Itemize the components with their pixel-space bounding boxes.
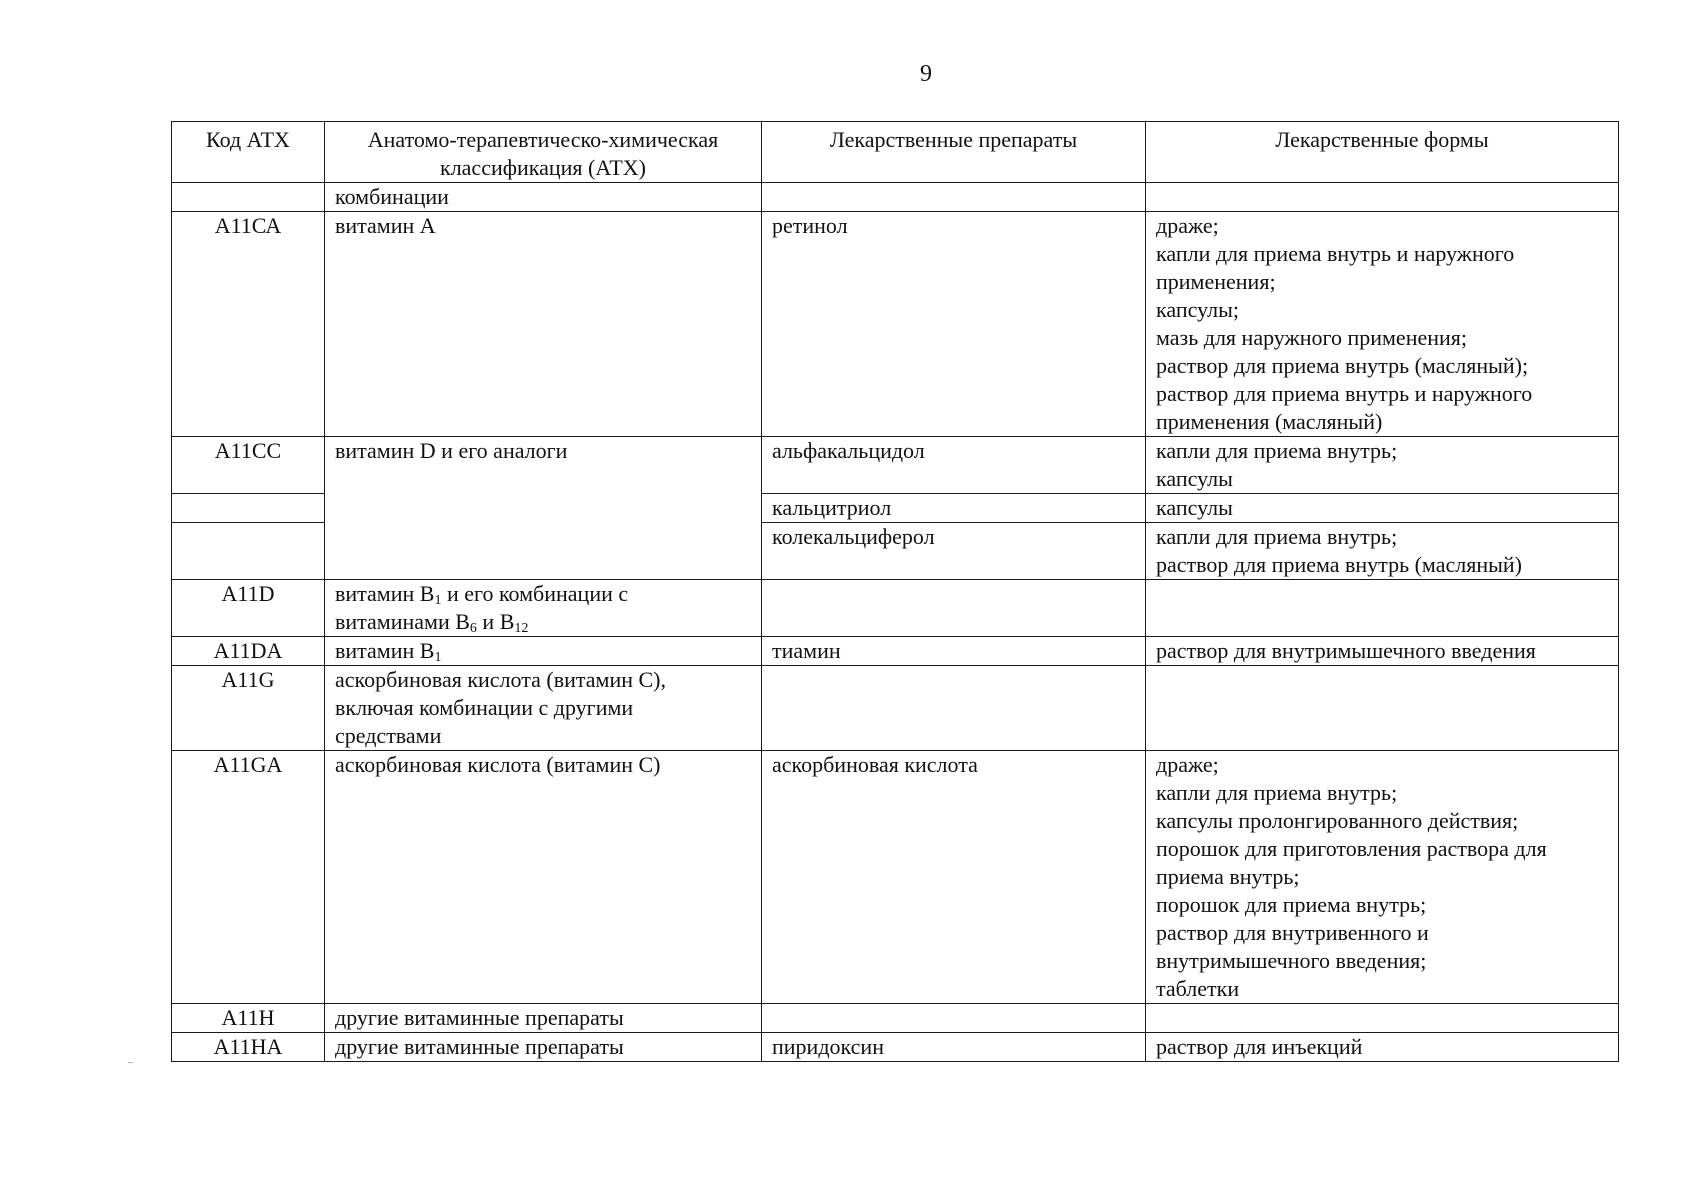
drug-cell	[762, 666, 1146, 751]
table-row	[172, 1033, 1619, 1062]
forms-cell	[1146, 523, 1619, 580]
forms-cell	[1146, 666, 1619, 751]
form-line: раствор для приема внутрь (масляный);	[1156, 353, 1529, 378]
forms-cell: раствор для внутримышечного введения	[1146, 637, 1619, 666]
form-line: таблетки	[1156, 976, 1240, 1001]
code-cell	[172, 523, 325, 580]
classification-line: средствами	[335, 723, 442, 748]
form-line: капсулы	[1156, 466, 1233, 491]
form-line: капли для приема внутрь;	[1156, 524, 1398, 549]
form-line: порошок для приема внутрь;	[1156, 892, 1427, 917]
drug-cell	[762, 1004, 1146, 1033]
form-line: капли для приема внутрь и наружного	[1156, 241, 1515, 266]
header-drugs: Лекарственные препараты	[762, 122, 1146, 183]
classification-cell: витамин $В_1$	[325, 637, 762, 666]
forms-cell	[1146, 1004, 1619, 1033]
classification-line: аскорбиновая кислота (витамин С),	[335, 667, 666, 692]
form-line: капли для приема внутрь;	[1156, 438, 1398, 463]
classification-line: включая комбинации с другими	[335, 695, 634, 720]
form-line: раствор для приема внутрь и наружного	[1156, 381, 1533, 406]
table-row	[172, 437, 1619, 494]
forms-cell	[1146, 751, 1619, 1004]
table-row	[172, 751, 1619, 1004]
code-cell: А11G	[172, 666, 325, 751]
form-line: приема внутрь;	[1156, 864, 1300, 889]
classification-line: витаминами $В_6$ и $В_{12}$	[335, 609, 529, 636]
table-row	[172, 183, 1619, 212]
code-cell: А11СС	[172, 437, 325, 494]
code-cell	[172, 494, 325, 523]
table-row	[172, 666, 1619, 751]
table-row	[172, 637, 1619, 666]
forms-cell	[1146, 183, 1619, 212]
header-forms: Лекарственные формы	[1146, 122, 1619, 183]
classification-cell	[325, 580, 762, 637]
classification-cell: витамин А	[325, 212, 762, 437]
drug-cell: альфакальцидол	[762, 437, 1146, 494]
classification-cell: другие витаминные препараты	[325, 1033, 762, 1062]
form-line: внутримышечного введения;	[1156, 948, 1427, 973]
forms-cell	[1146, 212, 1619, 437]
classification-cell	[325, 666, 762, 751]
classification-cell: аскорбиновая кислота (витамин С)	[325, 751, 762, 1004]
classification-cell: комбинации	[325, 183, 762, 212]
table-row	[172, 212, 1619, 437]
scan-artifact	[128, 1062, 133, 1063]
drug-cell: ретинол	[762, 212, 1146, 437]
classification-cell: другие витаминные препараты	[325, 1004, 762, 1033]
form-line: драже;	[1156, 752, 1219, 777]
code-cell: А11СА	[172, 212, 325, 437]
forms-cell	[1146, 437, 1619, 494]
code-cell: А11DА	[172, 637, 325, 666]
form-line: капли для приема внутрь;	[1156, 780, 1398, 805]
form-line: капсулы;	[1156, 297, 1239, 322]
code-cell: А11D	[172, 580, 325, 637]
form-line: раствор для внутривенного и	[1156, 920, 1429, 945]
header-code: Код АТХ	[172, 122, 325, 183]
forms-cell: раствор для инъекций	[1146, 1033, 1619, 1062]
drug-cell: тиамин	[762, 637, 1146, 666]
classification-line: витамин $В_1$ и его комбинации с	[335, 581, 629, 608]
forms-cell: капсулы	[1146, 494, 1619, 523]
form-line: драже;	[1156, 213, 1219, 238]
drug-cell	[762, 580, 1146, 637]
atc-drug-table	[171, 121, 1619, 1062]
page-number: 9	[920, 61, 932, 87]
form-line: применения;	[1156, 269, 1276, 294]
code-cell	[172, 183, 325, 212]
drug-cell	[762, 183, 1146, 212]
drug-cell: колекальциферол	[762, 523, 1146, 580]
code-cell: А11GА	[172, 751, 325, 1004]
code-cell: А11Н	[172, 1004, 325, 1033]
table-row	[172, 580, 1619, 637]
table-row	[172, 1004, 1619, 1033]
classification-cell: витамин D и его аналоги	[325, 437, 762, 580]
drug-cell: аскорбиновая кислота	[762, 751, 1146, 1004]
form-line: порошок для приготовления раствора для	[1156, 836, 1547, 861]
drug-cell: пиридоксин	[762, 1033, 1146, 1062]
form-line: раствор для приема внутрь (масляный)	[1156, 552, 1522, 577]
form-line: мазь для наружного применения;	[1156, 325, 1468, 350]
drug-cell: кальцитриол	[762, 494, 1146, 523]
form-line: применения (масляный)	[1156, 409, 1383, 434]
table-header-row	[172, 122, 1619, 183]
forms-cell	[1146, 580, 1619, 637]
code-cell: А11НА	[172, 1033, 325, 1062]
form-line: капсулы пролонгированного действия;	[1156, 808, 1519, 833]
header-classification: Анатомо-терапевтическо-химическая классификация (АТХ)	[325, 122, 762, 183]
